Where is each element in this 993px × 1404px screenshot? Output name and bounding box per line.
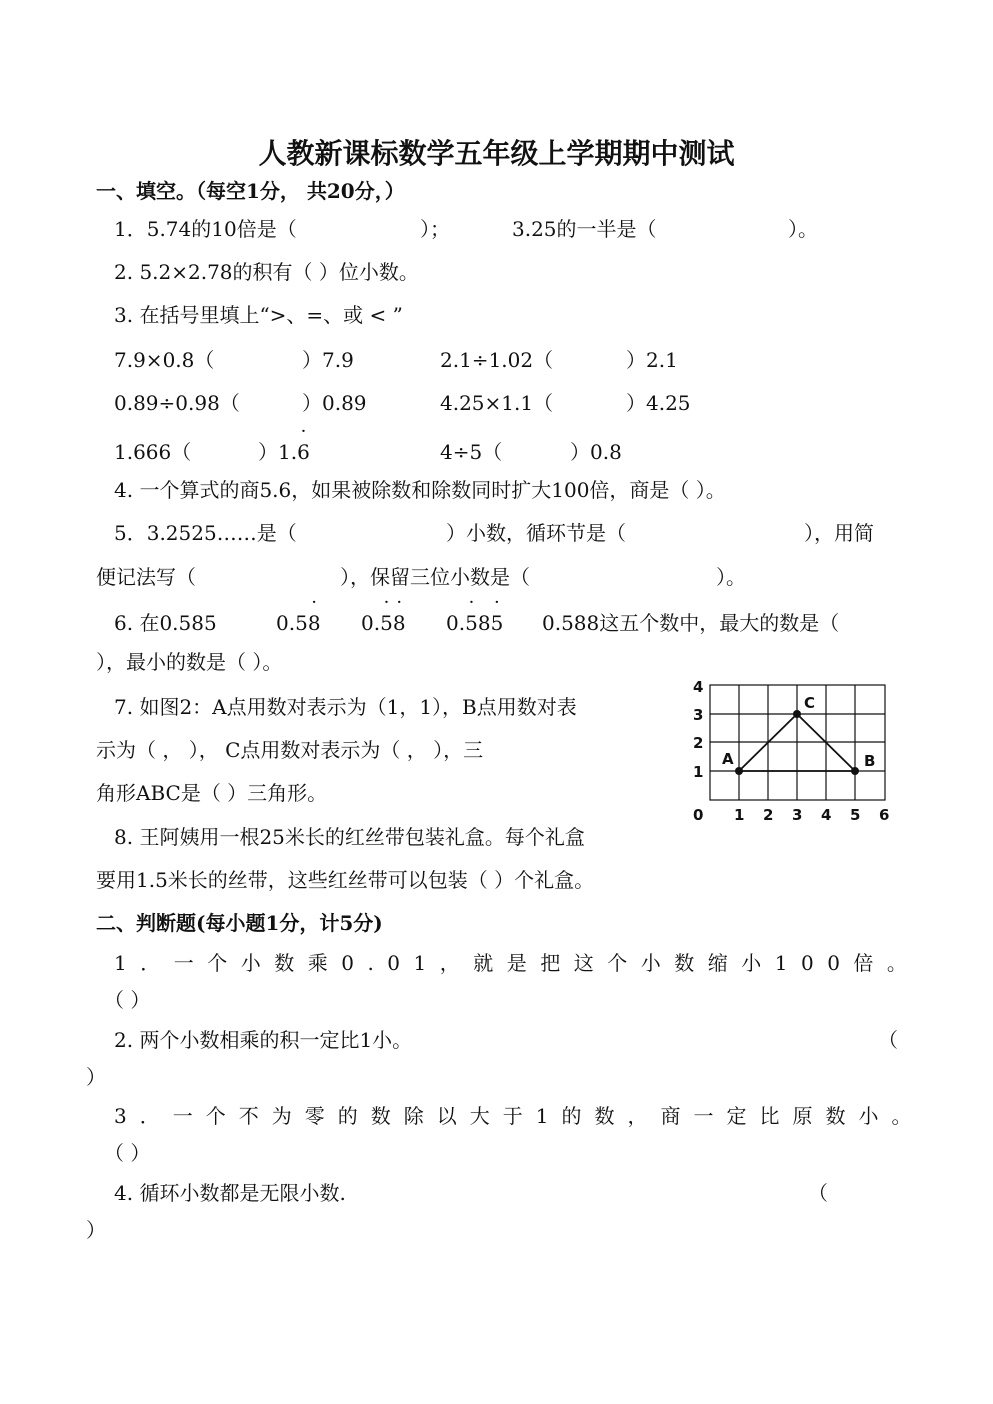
judge-2-paren-open: （ [878, 1028, 898, 1052]
section1-heading: 一、填空。（每空1分， 共20分，） [96, 179, 405, 203]
compare-3c: 4÷5（ [440, 440, 503, 464]
question-4: 4. 一个算式的商5.6，如果被除数和除数同时扩大100倍，商是（ ）。 [114, 478, 726, 502]
judge-3-paren: （ ） [104, 1141, 151, 1165]
compare-2c: 4.25×1.1（ [440, 391, 554, 415]
judge-4-paren-open: （ [808, 1181, 828, 1205]
question-1b: ）； [420, 217, 450, 241]
x-tick-6: 6 [879, 806, 890, 824]
judge-4-paren-close: ） [86, 1218, 106, 1242]
repeating-digit: · 5 [380, 610, 393, 636]
compare-1c: 2.1÷1.02（ [440, 348, 554, 372]
compare-1a: 7.9×0.8（ [114, 348, 215, 372]
point-b [851, 767, 859, 775]
question-5a: 5．3.2525……是（ [114, 521, 297, 545]
number-0585-dots [446, 610, 503, 636]
compare-3b [258, 439, 310, 465]
repeating-digit: · 8 [393, 610, 406, 636]
point-label-c: C [804, 694, 816, 712]
question-2: 2. 5.2×2.78的积有（ ）位小数。 [114, 260, 419, 284]
compare-2d: ）4.25 [626, 391, 691, 415]
question-1c: 3.25的一半是（ [512, 217, 657, 241]
question-1a: 1．5.74的10倍是（ [114, 217, 297, 241]
question-8b: 要用1.5米长的丝带，这些红丝带可以包装（ ）个礼盒。 [96, 868, 595, 892]
question-7b: 示为（ ， ）， C点用数对表示为（ ， ），三 [96, 738, 484, 762]
x-tick-1: 1 [734, 806, 745, 824]
judge-4: 4. 循环小数都是无限小数. [114, 1181, 346, 1205]
point-c [793, 710, 801, 718]
coordinate-grid-figure [690, 680, 900, 830]
repeating-digit: · 6 [297, 439, 310, 465]
number-part: 0.5 [276, 611, 308, 635]
question-5e: ），保留三位小数是（ [340, 565, 530, 589]
question-1d: ）。 [788, 217, 818, 241]
question-5f: ）。 [716, 565, 746, 589]
judge-1: 1．一个小数乘0.01，就是把这个小数缩小100倍。 [114, 951, 921, 975]
compare-2a: 0.89÷0.98（ [114, 391, 240, 415]
compare-1d: ）2.1 [626, 348, 678, 372]
x-tick-5: 5 [850, 806, 861, 824]
compare-1b: ）7.9 [302, 348, 354, 372]
x-tick-0: 0 [693, 806, 704, 824]
number-part: 0. [446, 611, 466, 635]
judge-2: 2. 两个小数相乘的积一定比1小。 [114, 1028, 413, 1052]
repeating-digit: · 5 [465, 610, 478, 636]
x-tick-3: 3 [792, 806, 803, 824]
compare-3a: 1.666（ [114, 440, 192, 464]
compare-2b: ）0.89 [302, 391, 367, 415]
question-6b: 0.588这五个数中，最大的数是（ [542, 611, 840, 635]
question-7a: 7. 如图2：A点用数对表示为（1，1），B点用数对表 [114, 695, 577, 719]
question-5c: ），用简 [804, 521, 874, 545]
y-tick-3: 3 [693, 706, 704, 724]
y-tick-4: 4 [693, 680, 704, 696]
number-058-dots [361, 610, 406, 636]
section2-heading: 二、判断题(每小题1分，计5分) [96, 911, 383, 935]
judge-1-paren: （ ） [104, 988, 151, 1012]
question-8a: 8. 王阿姨用一根25米长的红丝带包装礼盒。每个礼盒 [114, 825, 585, 849]
question-5b: ）小数，循环节是（ [446, 521, 626, 545]
number-part: 0. [361, 611, 381, 635]
y-tick-2: 2 [693, 734, 704, 752]
point-a [735, 767, 743, 775]
point-label-a: A [722, 750, 734, 768]
number-058-dot [276, 610, 321, 636]
compare-3d: ）0.8 [570, 440, 622, 464]
repeating-digit: · 8 [308, 610, 321, 636]
judge-3: 3．一个不为零的数除以大于1的数，商一定比原数小。 [114, 1104, 925, 1128]
page-title: 人教新课标数学五年级上学期期中测试 [258, 137, 735, 170]
question-6c: ），最小的数是（ ）。 [96, 650, 283, 674]
x-tick-2: 2 [763, 806, 774, 824]
grid-lines [710, 685, 885, 800]
question-7c: 角形ABC是（ ）三角形。 [96, 781, 328, 805]
coordinate-grid-svg [690, 680, 900, 830]
question-3: 3. 在括号里填上“>、=、或 < ” [114, 303, 403, 327]
judge-2-paren-close: ） [86, 1065, 106, 1089]
compare-3b-text: ）1. [258, 440, 298, 464]
question-5d: 便记法写（ [96, 565, 196, 589]
x-tick-4: 4 [821, 806, 832, 824]
point-label-b: B [864, 752, 876, 770]
y-tick-1: 1 [693, 763, 704, 781]
question-6a: 6. 在0.585 [114, 611, 217, 635]
number-part: 8 [477, 611, 491, 635]
repeating-digit: · 5 [491, 610, 504, 636]
